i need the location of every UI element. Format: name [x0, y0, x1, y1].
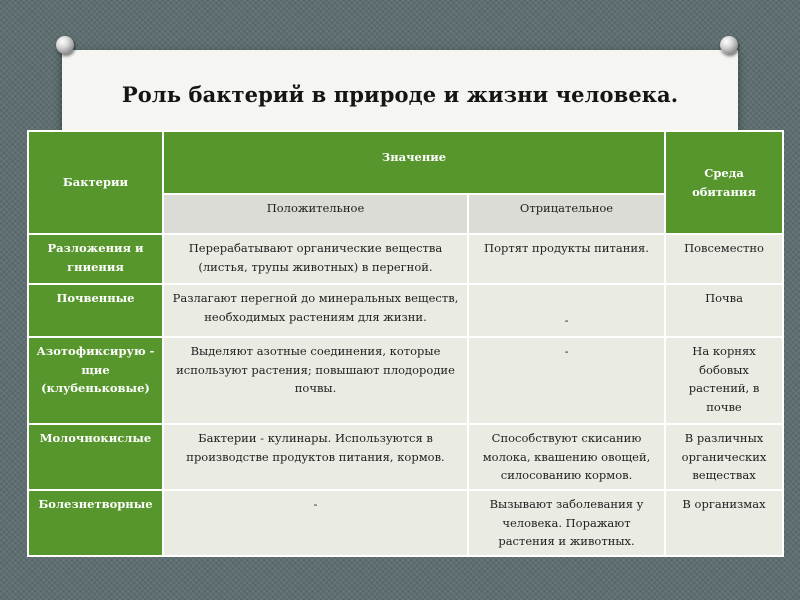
header-positive: Положительное	[163, 194, 468, 234]
row-bacteria-name: Почвенные	[28, 284, 163, 337]
table-row	[28, 284, 783, 337]
bacteria-table	[27, 130, 784, 557]
row-bacteria-name: Разложения и гниения	[28, 234, 163, 284]
table-row	[28, 337, 783, 424]
row-bacteria-name: Азотофиксирую - щие (клубеньковые)	[28, 337, 163, 424]
pushpin-icon	[56, 36, 74, 54]
table-row	[28, 490, 783, 556]
header-habitat: Среда обитания	[665, 131, 783, 234]
table-row	[28, 234, 783, 284]
row-negative: Портят продукты питания.	[468, 234, 665, 284]
slide-title: Роль бактерий в природе и жизни человека.	[121, 82, 679, 107]
row-bacteria-name: Молочнокислые	[28, 424, 163, 490]
row-habitat: Повсеместно	[665, 234, 783, 284]
dash-value: -	[564, 313, 569, 327]
row-habitat: В организмах	[665, 490, 783, 556]
row-positive: Перерабатывают органические вещества (листья, трупы животных) в перегной.	[163, 234, 468, 284]
row-negative: Вызывают заболевания у человека. Поражают растения и животных.	[468, 490, 665, 556]
row-negative: -	[468, 337, 665, 424]
header-negative: Отрицательное	[468, 194, 665, 234]
row-positive: -	[163, 490, 468, 556]
row-habitat: В различных органических веществах	[665, 424, 783, 490]
row-habitat: Почва	[665, 284, 783, 337]
pushpin-icon	[720, 36, 738, 54]
row-positive: Бактерии - кулинары. Используются в производстве продуктов питания, кормов.	[163, 424, 468, 490]
table-row	[28, 424, 783, 490]
row-bacteria-name: Болезнетворные	[28, 490, 163, 556]
row-negative	[468, 284, 665, 337]
row-habitat: На корнях бобовых растений, в почве	[665, 337, 783, 424]
row-positive: Разлагают перегной до минеральных веществ, необходимых растениям для жизни.	[163, 284, 468, 337]
header-row	[28, 131, 783, 194]
header-meaning: Значение	[163, 131, 665, 194]
header-bacteria: Бактерии	[28, 131, 163, 234]
row-positive: Выделяют азотные соединения, которые используют растения; повышают плодородие почвы.	[163, 337, 468, 424]
row-negative: Способствуют скисанию молока, квашению овощей, силосованию кормов.	[468, 424, 665, 490]
